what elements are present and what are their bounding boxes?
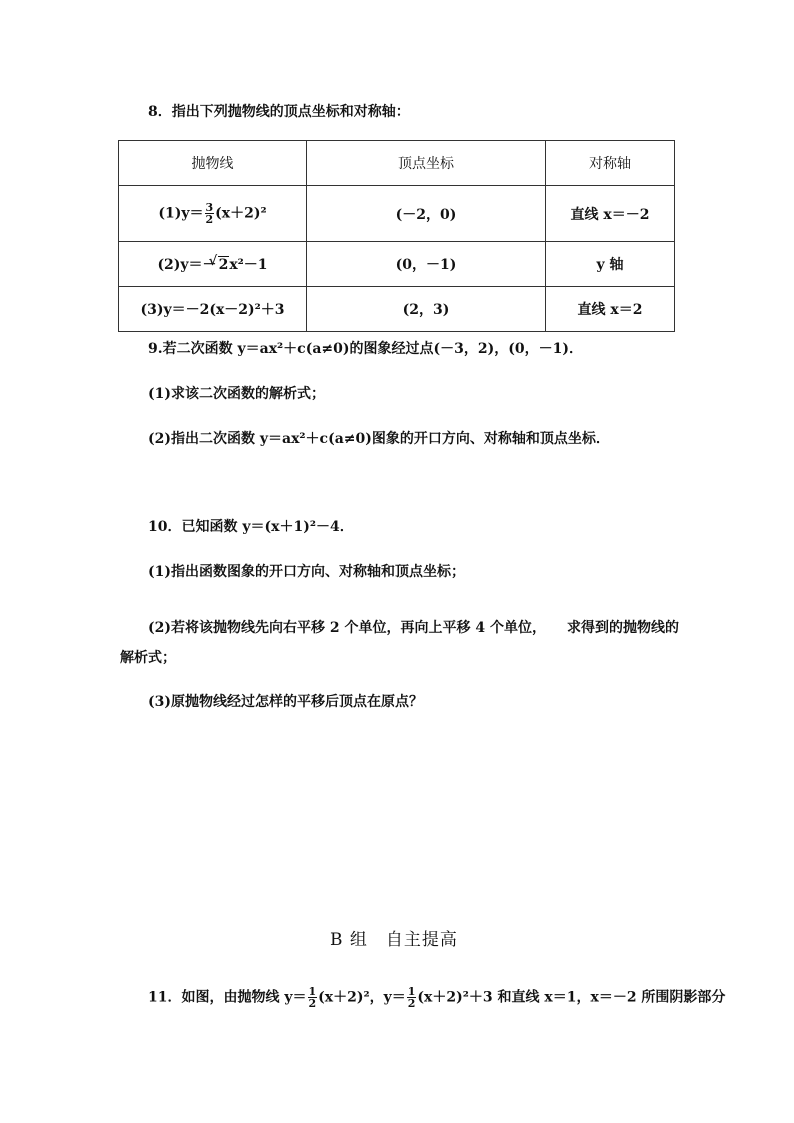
question-10-part-3: (3)原抛物线经过怎样的平移后顶点在原点？ bbox=[148, 694, 423, 710]
table-row bbox=[119, 287, 675, 332]
question-8: 8．指出下列抛物线的顶点坐标和对称轴： bbox=[148, 104, 410, 120]
fraction-numerator: 1 bbox=[308, 985, 317, 998]
cell-parabola bbox=[119, 242, 307, 287]
q11-text: (x＋2)²，y＝ bbox=[318, 989, 406, 1006]
cell-axis: y 轴 bbox=[546, 242, 675, 287]
fraction-denominator: 2 bbox=[205, 213, 214, 226]
cell-axis: 直线 x＝2 bbox=[546, 287, 675, 332]
fraction bbox=[407, 986, 417, 1009]
question-10: 10．已知函数 y＝(x＋1)²－4． bbox=[148, 519, 354, 535]
table-header-row bbox=[119, 141, 675, 186]
cell-parabola: (3)y＝－2(x－2)²＋3 bbox=[119, 287, 307, 332]
formula-part: (x＋2)² bbox=[215, 205, 267, 222]
table-row bbox=[119, 242, 675, 287]
cell-vertex: (0，－1) bbox=[307, 242, 546, 287]
question-9: 9.若二次函数 y＝ax²＋c(a≠0)的图象经过点(－3，2)，(0，－1)． bbox=[148, 341, 583, 357]
question-10-part-1: (1)指出函数图象的开口方向、对称轴和顶点坐标； bbox=[148, 564, 465, 580]
sqrt-radicand: √ 2 bbox=[218, 256, 230, 273]
header-vertex: 顶点坐标 bbox=[307, 141, 546, 186]
question-9-part-1: (1)求该二次函数的解析式； bbox=[148, 386, 325, 402]
section-heading: B 组 自主提高 bbox=[330, 930, 458, 950]
header-axis: 对称轴 bbox=[546, 141, 675, 186]
formula-part: x²－1 bbox=[229, 257, 268, 273]
cell-vertex: (－2，0) bbox=[307, 186, 546, 242]
table-row bbox=[119, 186, 675, 242]
question-9-part-2: (2)指出二次函数 y＝ax²＋c(a≠0)图象的开口方向、对称轴和顶点坐标． bbox=[148, 431, 610, 447]
q11-text: (x＋2)²＋3 和直线 x＝1，x＝－2 所围阴影部分 bbox=[417, 989, 726, 1006]
header-parabola: 抛物线 bbox=[119, 141, 307, 186]
cell-vertex: (2，3) bbox=[307, 287, 546, 332]
question-10-part-2-cont: 解析式； bbox=[120, 650, 176, 666]
formula-part: (1)y＝ bbox=[158, 205, 204, 222]
fraction-numerator: 1 bbox=[407, 985, 416, 998]
fraction-denominator: 2 bbox=[308, 997, 317, 1010]
q11-text: 11．如图，由抛物线 y＝ bbox=[148, 989, 307, 1006]
vertex-axis-table bbox=[118, 140, 675, 332]
question-11 bbox=[148, 986, 725, 1009]
fraction bbox=[205, 202, 215, 225]
cell-axis: 直线 x＝－2 bbox=[546, 186, 675, 242]
question-10-part-2: (2)若将该抛物线先向右平移 2 个单位，再向上平移 4 个单位， 求得到的抛物线的 bbox=[148, 620, 679, 636]
cell-parabola bbox=[119, 186, 307, 242]
fraction-numerator: 3 bbox=[205, 201, 214, 214]
formula-part: (2)y＝－ bbox=[157, 257, 217, 273]
fraction bbox=[308, 986, 318, 1009]
fraction-denominator: 2 bbox=[407, 997, 416, 1010]
